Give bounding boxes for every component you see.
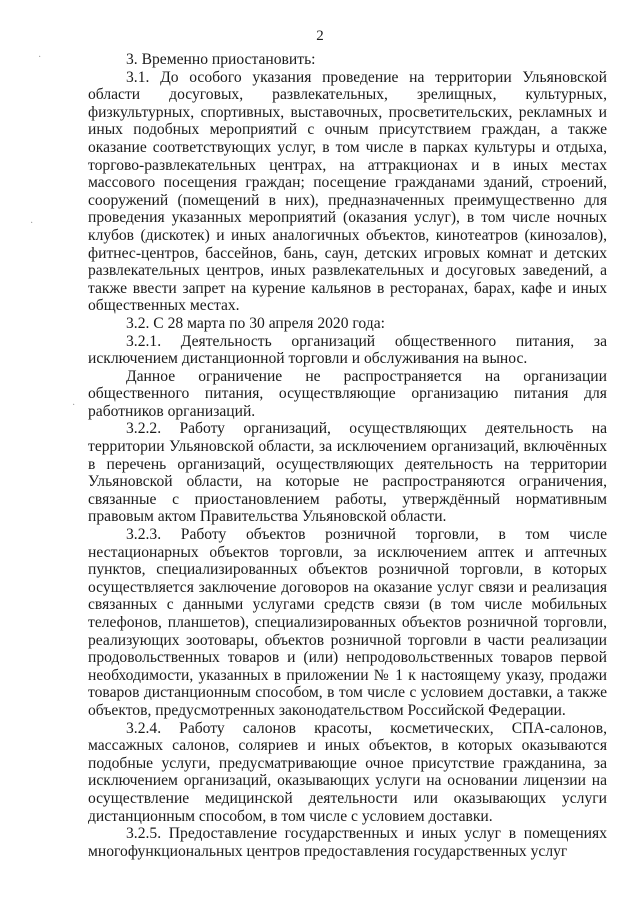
paragraph-3: 3. Временно приостановить: [126,51,316,68]
paragraph-3-2-3: 3.2.3. Работу объектов розничной торговли, в том числе нестационарных объектов торговли, за исключением аптек и аптечных пунктов, специализированных объектов розничной торговли, в которых осуществляется заключение договоров на оказание услуг связи и реализация связанных с данными услугами средств связи (в том числе мобильных телефонов, планшетов), специализированных объектов розничной торговли, реализующих зоотовары, объектов розничной торговли в части реализации продовольственных товаров и (или) непродовольственных товаров первой необходимости, указанных в приложении № 1 к настоящему указу, продажи товаров дистанционным способом, в том числе с условием доставки, а также объектов, предусмотренных законодательством Российской Федерации. [88,526,607,719]
paragraph-3-2-1: 3.2.1. Деятельность организаций общественного питания, за исключением дистанционной торговли и обслуживания на вынос. [88,332,607,368]
paragraph-3-2-1-note: Данное ограничение не распространяется на организации общественного питания, осуществляющие организацию питания для работников организаций. [88,367,607,420]
paragraph-3-2: 3.2. С 28 марта по 30 апреля 2020 года: [126,314,385,332]
paragraph-3-2-4: 3.2.4. Работу салонов красоты, косметических, СПА-салонов, массажных салонов, соляриев и иных объектов, в которых оказываются подобные услуги, предусматривающие очное присутствие гражданина, за исключением организаций, оказывающих услуги на основании лицензии на осуществление медицинской деятельности или оказывающих услуги дистанционным способом, в том числе с условием доставки. [88,719,607,825]
document-body [88,51,607,860]
scan-speck: · [38,52,42,63]
paragraph-3-2-2: 3.2.2. Работу организаций, осуществляющих деятельность на территории Ульяновской области, за исключением организаций, включённых в перечень организаций, осуществляющих деятельность на территории Ульяновской области, на которые не распространяются ограничения, связанные с приостановлением работы, утверждённый нормативным правовым актом Правительства Ульяновской области. [88,420,607,526]
paragraph-3-1: 3.1. До особого указания проведение на территории Ульяновской области досуговых, развлекательных, зрелищных, культурных, физкультурных, спортивных, выставочных, просветительских, рекламных и иных подобных мероприятий с очным присутствием граждан, а также оказание соответствующих услуг, в том числе в парках культуры и отдыха, торгово-развлекательных центрах, на аттракционах и в иных местах массового посещения граждан; посещение гражданами зданий, строений, сооружений (помещений в них), предназначенных преимущественно для проведения указанных мероприятий (оказания услуг), в том числе ночных клубов (дискотек) и иных аналогичных объектов, кинотеатров (кинозалов), фитнес-центров, бассейнов, бань, саун, детских игровых комнат и детских развлекательных центров, иных развлекательных и досуговых заведений, а также ввести запрет на курение кальянов в ресторанах, барах, кафе и иных общественных местах. [88,68,607,315]
paragraph-3-2-5: 3.2.5. Предоставление государственных и иных услуг в помещениях многофункциональных центров предоставления государственных услуг [88,825,607,860]
page-number: 2 [316,28,324,44]
scan-speck: · [30,218,34,229]
scan-speck: · [72,400,76,411]
